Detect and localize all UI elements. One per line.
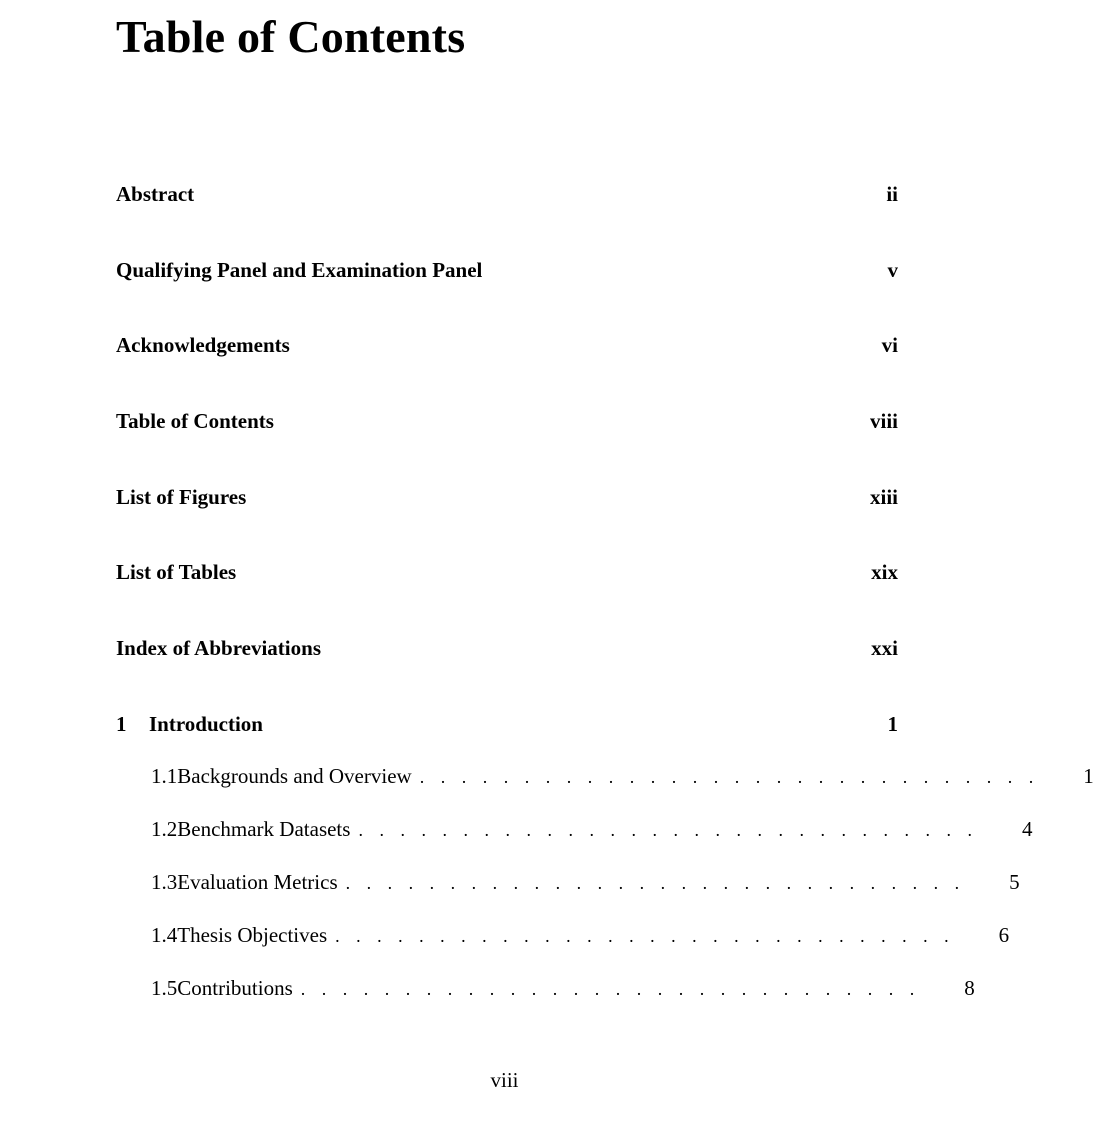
toc-entry-table-of-contents[interactable]	[116, 409, 898, 437]
toc-section-1-2[interactable]	[116, 817, 1033, 845]
page-title: Table of Contents	[116, 11, 466, 62]
toc-section-label: Benchmark Datasets	[177, 817, 351, 841]
toc-section-label: Backgrounds and Overview	[177, 764, 412, 788]
toc-entry-page: xiii	[869, 485, 898, 509]
toc-entry-abstract[interactable]	[116, 182, 898, 210]
toc-section-page: 1	[1083, 764, 1094, 788]
toc-section-number: 1.2	[151, 817, 178, 841]
toc-entry-label: Qualifying Panel and Examination Panel	[116, 258, 483, 282]
toc-chapter-page: 1	[887, 712, 898, 736]
dot-leader: . . . . . . . . . . . . . . . . . . . . . . . . . . . . . .	[419, 767, 1040, 787]
toc-chapter-number: 1	[116, 712, 127, 736]
toc-section-page: 8	[964, 976, 975, 1000]
toc-chapter-introduction[interactable]	[116, 712, 898, 740]
toc-entry-qualifying-panel[interactable]	[116, 258, 898, 286]
toc-entry-page: xix	[871, 560, 898, 584]
dot-leader: . . . . . . . . . . . . . . . . . . . . . . . . . . . . . .	[335, 926, 955, 946]
toc-section-1-5[interactable]	[116, 976, 975, 1004]
toc-section-label: Thesis Objectives	[177, 923, 328, 947]
toc-entry-page: xxi	[871, 636, 898, 660]
toc-entry-label: Abstract	[116, 182, 195, 206]
toc-section-1-1[interactable]	[116, 764, 1094, 792]
toc-section-page: 5	[1009, 870, 1020, 894]
toc-entry-index-of-abbreviations[interactable]	[116, 636, 898, 664]
toc-section-number: 1.4	[151, 923, 178, 947]
toc-section-label: Contributions	[177, 976, 293, 1000]
toc-section-1-3[interactable]	[116, 870, 1020, 898]
toc-section-page: 6	[998, 923, 1010, 947]
toc-section-number: 1.5	[151, 976, 178, 1000]
toc-entry-list-of-figures[interactable]	[116, 485, 898, 513]
toc-section-page: 4	[1021, 817, 1033, 841]
toc-entry-page: ii	[886, 182, 898, 206]
footer-page-number: viii	[490, 1068, 519, 1092]
toc-entry-label: Index of Abbreviations	[116, 636, 321, 660]
toc-chapter-label: Introduction	[149, 712, 263, 736]
dot-leader: . . . . . . . . . . . . . . . . . . . . . . . . . . . . . .	[345, 873, 966, 893]
toc-entry-label: Table of Contents	[116, 409, 274, 433]
toc-section-number: 1.3	[151, 870, 178, 894]
toc-section-1-4[interactable]	[116, 923, 1010, 951]
toc-entry-list-of-tables[interactable]	[116, 560, 898, 588]
toc-entry-label: List of Figures	[116, 485, 247, 509]
toc-entry-page: viii	[869, 409, 898, 433]
toc-entry-label: List of Tables	[116, 560, 237, 584]
toc-entry-acknowledgements[interactable]	[116, 333, 898, 361]
toc-section-label: Evaluation Metrics	[177, 870, 338, 894]
dot-leader: . . . . . . . . . . . . . . . . . . . . . . . . . . . . . .	[358, 820, 978, 840]
toc-entry-page: vi	[881, 333, 898, 357]
toc-entry-page: v	[887, 258, 898, 282]
toc-section-number: 1.1	[151, 764, 178, 788]
dot-leader: . . . . . . . . . . . . . . . . . . . . . . . . . . . . . .	[300, 979, 921, 999]
toc-entry-label: Acknowledgements	[116, 333, 290, 357]
